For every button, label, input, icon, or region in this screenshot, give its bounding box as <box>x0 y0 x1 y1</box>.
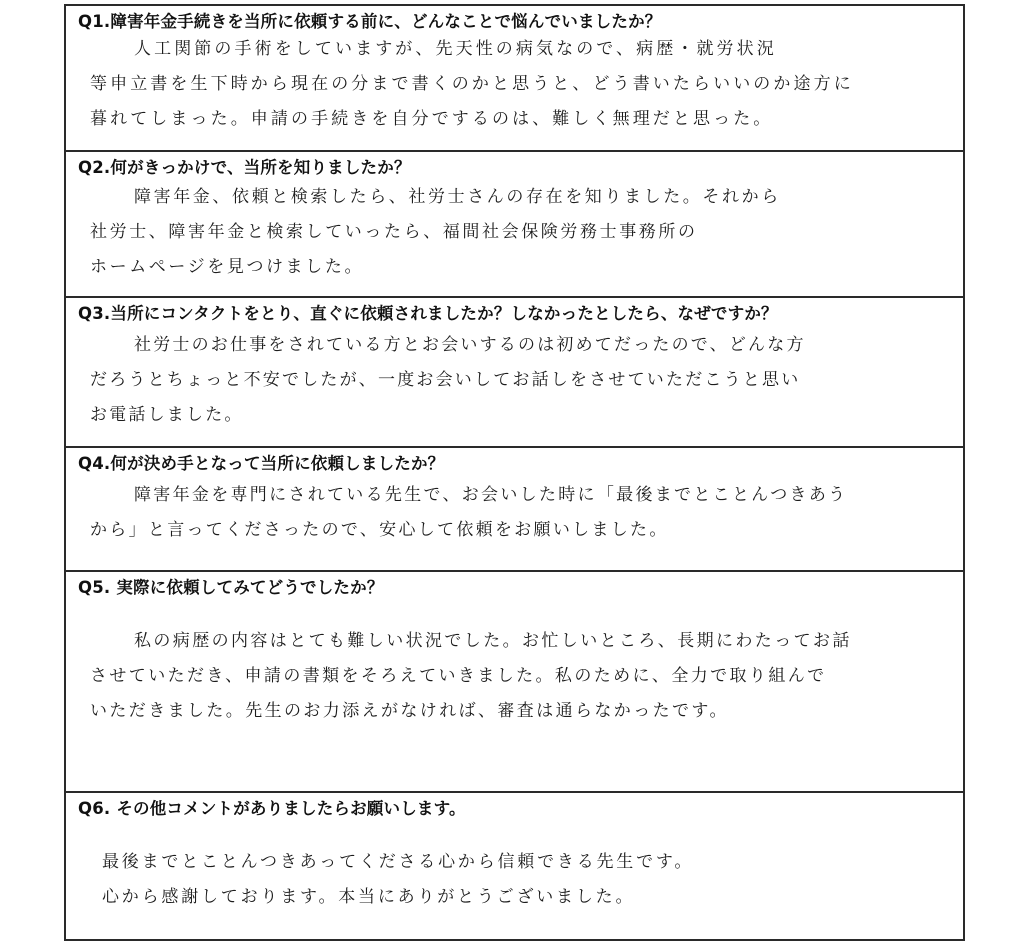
answer-1-line-2: 等申立書を生下時から現在の分まで書くのかと思うと、どう書いたらいいのか途方に <box>90 74 854 94</box>
answer-3-line-2: だろうとちょっと不安でしたが、一度お会いしてお話しをさせていただこうと思い <box>90 370 801 390</box>
answer-5-handwritten <box>90 624 852 729</box>
answer-1-handwritten <box>90 32 854 137</box>
question-box-1 <box>64 4 965 152</box>
answer-3-handwritten <box>90 328 806 433</box>
question-box-2 <box>64 150 965 298</box>
question-box-3 <box>64 296 965 448</box>
answer-3-line-3: お電話しました。 <box>90 405 244 425</box>
answer-2-handwritten <box>90 180 781 285</box>
question-2-title: Q2.何がきっかけで、当所を知りましたか？ <box>78 158 411 177</box>
answer-6-line-2: 心から感謝しております。本当にありがとうございました。 <box>102 887 636 907</box>
answer-1-line-1: 人工関節の手術をしていますが、先天性の病気なので、病歴・就労状況 <box>134 39 777 59</box>
answer-6-line-1: 最後までとことんつきあってくださる心から信頼できる先生です。 <box>102 852 695 872</box>
answer-3-line-1: 社労士のお仕事をされている方とお会いするのは初めてだったので、どんな方 <box>134 335 806 355</box>
question-3-title: Q3.当所にコンタクトをとり、直ぐに依頼されましたか？しなかったとしたら、なぜですか？ <box>78 304 778 323</box>
question-box-4 <box>64 446 965 572</box>
question-box-5 <box>64 570 965 793</box>
question-5-title: Q5. 実際に依頼してみてどうでしたか？ <box>78 578 384 597</box>
answer-2-line-2: 社労士、障害年金と検索していったら、福間社会保険労務士事務所の <box>90 222 698 242</box>
answer-4-handwritten <box>90 478 847 548</box>
question-4-title: Q4.何が決め手となって当所に依頼しましたか？ <box>78 454 445 473</box>
answer-6-handwritten <box>102 845 694 915</box>
question-1-title: Q1.障害年金手続きを当所に依頼する前に、どんなことで悩んでいましたか？ <box>78 12 662 31</box>
answer-2-line-1: 障害年金、依頼と検索したら、社労士さんの存在を知りました。それから <box>134 187 781 207</box>
answer-4-line-2: から」と言ってくださったので、安心して依頼をお願いしました。 <box>90 520 669 540</box>
answer-1-line-3: 暮れてしまった。申請の手続きを自分でするのは、難しく無理だと思った。 <box>90 109 774 129</box>
answer-5-line-3: いただきました。先生のお力添えがなければ、審査は通らなかったです。 <box>90 701 729 721</box>
answer-2-line-3: ホームページを見つけました。 <box>90 257 365 277</box>
answer-5-line-2: させていただき、申請の書類をそろえていきました。私のために、全力で取り組んで <box>90 666 827 686</box>
answer-5-line-1: 私の病歴の内容はとても難しい状況でした。お忙しいところ、長期にわたってお話 <box>134 631 852 651</box>
answer-4-line-1: 障害年金を専門にされている先生で、お会いした時に「最後までとことんつきあう <box>134 485 848 505</box>
question-6-title: Q6. その他コメントがありましたらお願いします。 <box>78 799 466 818</box>
question-box-6 <box>64 791 965 941</box>
